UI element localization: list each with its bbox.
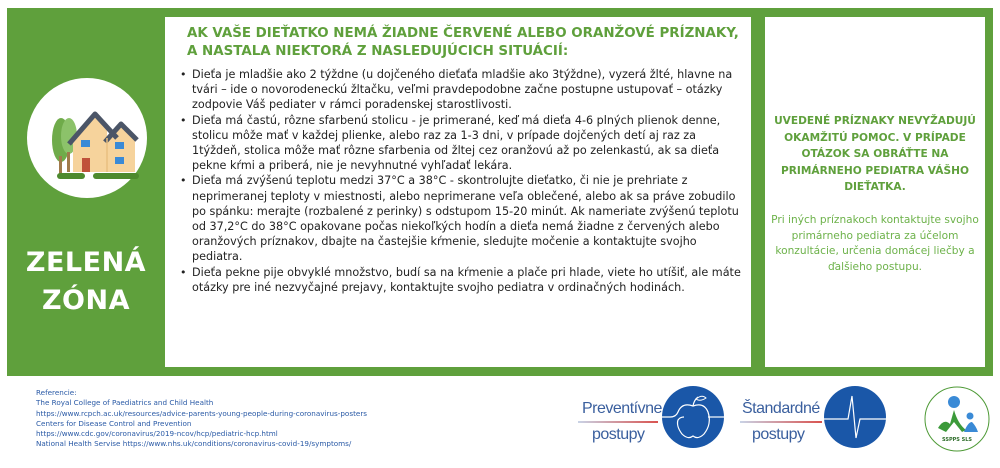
standard-procedures-logo <box>740 382 890 462</box>
footer <box>0 376 1000 468</box>
sspps-label: SSPPS SLS <box>941 437 973 443</box>
list-item <box>177 265 743 295</box>
main-heading-line1: AK VAŠE DIEŤATKO NEMÁ ŽIADNE ČERVENÉ ALEBO ORANŽOVÉ PRÍZNAKY, <box>187 26 739 41</box>
advice-panel <box>765 17 985 367</box>
zone-sidebar <box>7 8 165 376</box>
house-icon <box>27 78 147 198</box>
apple-icon <box>662 386 724 448</box>
standard-logo-line1: Štandardné <box>742 400 820 417</box>
list-item <box>177 173 743 264</box>
situation-list <box>177 67 743 295</box>
zone-title-line2: ZÓNA <box>41 285 131 316</box>
logo-divider <box>740 421 822 423</box>
references <box>36 388 367 450</box>
advice-heading: UVEDENÉ PRÍZNAKY NEVYŽADUJÚ OKAMŽITÚ POMOC. V PRÍPADE OTÁZOK SA OBRÁŤTE NA PRIMÁRNEHO PEDIATRA VÁŠHO DIEŤATKA. <box>774 115 976 194</box>
list-item-text: Dieťa pekne pije obvyklé množstvo, budí sa na kŕmenie a plače pri hlade, viete ho utíšiť, ale máte otázky pre iné nezvyčajné prejavy, kontaktujte svojho pediatra v ordinačných hodinách. <box>192 265 741 294</box>
standard-logo-line2: postupy <box>752 426 805 443</box>
reference-link[interactable]: https://www.cdc.gov/coronavirus/2019-ncov/hcp/pediatric-hcp.html <box>36 429 278 439</box>
main-heading-line2: A NASTALA NIEKTORÁ Z NASLEDUJÚCICH SITUÁCIÍ: <box>187 44 569 59</box>
bullet-icon: • <box>180 68 187 81</box>
heartbeat-icon <box>824 386 886 448</box>
preventive-logo-line2: postupy <box>592 426 645 443</box>
reference-link[interactable]: https://www.rcpch.ac.uk/resources/advice-parents-young-people-during-coronavirus-posters <box>36 408 368 418</box>
reference-link[interactable]: National Health Servise https://www.nhs.uk/conditions/coronavirus-covid-19/symptoms/ <box>36 439 352 449</box>
list-item <box>177 113 743 174</box>
bullet-icon: • <box>180 113 187 127</box>
preventive-procedures-logo <box>578 382 728 462</box>
bullet-icon: • <box>180 265 187 279</box>
reference-item: The Royal College of Paediatrics and Child Health <box>36 398 214 408</box>
list-item <box>177 67 743 113</box>
list-item-text: Dieťa má zvýšenú teplotu medzi 37°C a 38°C - skontrolujte dieťatko, či nie je prehriate z neprimeranej teploty v miestnosti, alebo neprimerane veľa oblečené, alebo ak sa práve zobudilo po spánku: merajte (rozbalené z perinky) s odstupom 15-20 minút. Ak nameriate zvýšenú teplotu od 37,2°C do 38°C opakovane počas niekoľkých hodín a dieťa nemá žiadne z červených alebo oranžových príznakov, dbajte na častejšie kŕmenie, sledujte močenie a kontaktujte svojho pediatra. <box>192 174 739 264</box>
zone-title-line1: ZELENÁ <box>25 247 147 278</box>
sspps-logo <box>922 384 992 454</box>
main-heading <box>187 25 747 61</box>
zone-title <box>7 244 165 320</box>
advice-note: Pri iných príznakoch kontaktujte svojho primárneho pediatra za účelom konzultácie, určenia domácej liečby a ďalšieho postupu. <box>771 214 979 273</box>
bullet-icon: • <box>180 174 187 188</box>
main-panel <box>165 17 751 367</box>
references-label: Referencie: <box>36 388 77 397</box>
list-item-text: Dieťa je mladšie ako 2 týždne (u dojčeného dieťaťa mladšie ako 3týždne), vyzerá žlté, hlavne na tvári – ide o novorodeneckú žltačku, veľmi pravdepodobne začne postupne ustupovať – otázky zodpovie Váš pediater v rámci poradenskej starostlivosti. <box>192 68 733 112</box>
zone-frame <box>7 8 993 376</box>
list-item-text: Dieťa má častú, rôzne sfarbenú stolicu - je primerané, keď má dieťa 4-6 plných plienok denne, stolicu môže mať v každej plienke, alebo raz za 1-3 dni, v prípade dojčených detí aj raz za 1týždeň, stolica môže mať rôzne sfarbenia od žltej cez oranžovú až po zelenkastú, ak sa dieťa pekne kŕmi a priberá, nie je nevyhnutné vyhľadať lekára. <box>192 113 721 173</box>
preventive-logo-line1: Preventívne <box>582 400 662 417</box>
reference-item: Centers for Disease Control and Prevention <box>36 418 192 428</box>
logo-divider <box>578 421 658 423</box>
